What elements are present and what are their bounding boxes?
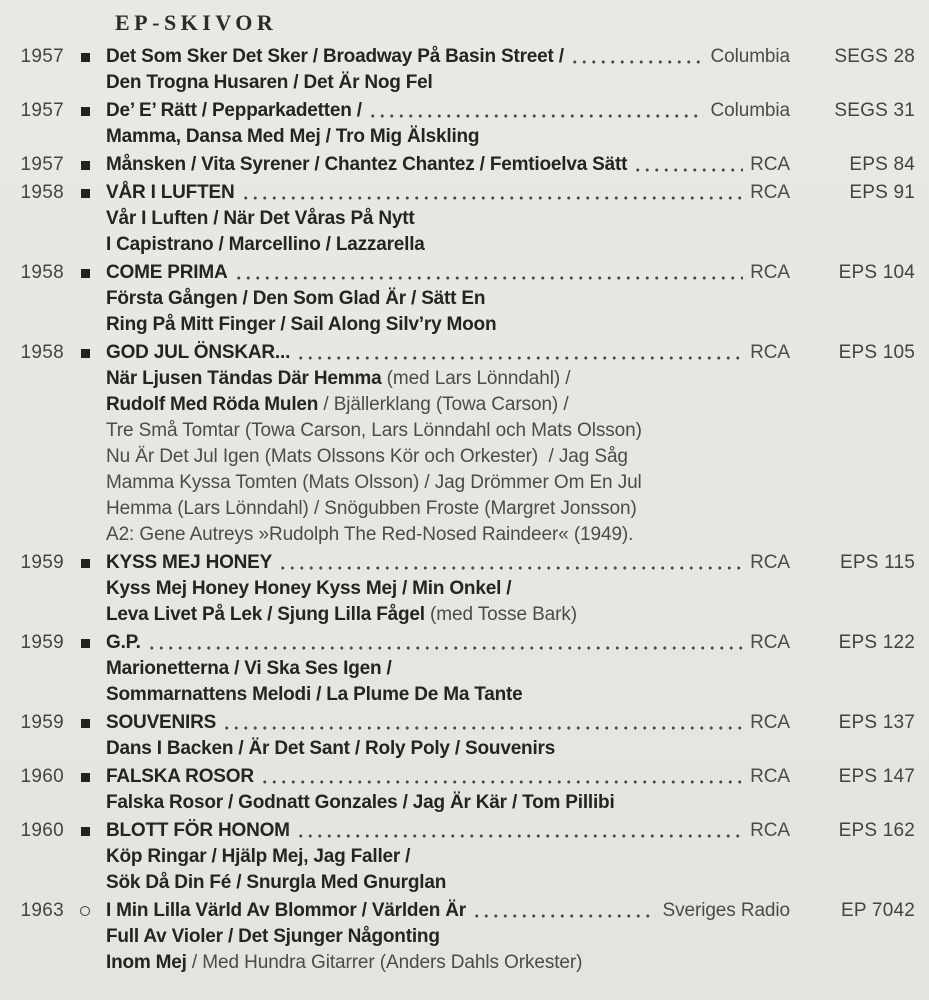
ep-entry <box>0 710 929 762</box>
track-segment: Inom Mej <box>106 952 187 973</box>
title-and-label <box>106 818 790 844</box>
track-line <box>0 496 929 522</box>
filled-square-icon <box>64 107 106 116</box>
catalog-number: EP 7042 <box>841 900 915 921</box>
record-title: I Min Lilla Värld Av Blommor / Världen Är <box>106 900 466 921</box>
title-and-label <box>106 710 790 736</box>
record-title: COME PRIMA <box>106 262 228 283</box>
track-line <box>0 366 929 392</box>
leader-dots <box>260 764 743 790</box>
record-label: RCA <box>750 154 790 175</box>
filled-square-icon <box>64 53 106 62</box>
track-line <box>0 286 929 312</box>
record-label: RCA <box>750 632 790 653</box>
entry-main-line <box>0 550 929 576</box>
track-text <box>106 924 929 950</box>
track-line <box>0 470 929 496</box>
ep-entry <box>0 764 929 816</box>
track-segment: (med Tosse Bark) <box>424 604 577 625</box>
track-segment: Kyss Mej Honey Honey Kyss Mej / Min Onkel / <box>106 578 512 599</box>
track-segment: Sök Då Din Fé / Snurgla Med Gnurglan <box>106 872 447 893</box>
track-line <box>0 924 929 950</box>
track-text <box>106 602 929 628</box>
track-text <box>106 736 929 762</box>
track-segment: Den Trogna Husaren / Det Är Nog Fel <box>106 72 433 93</box>
marker-shape <box>81 107 90 116</box>
catalog-number: EPS 137 <box>838 712 915 733</box>
filled-square-icon <box>64 349 106 358</box>
filled-square-icon <box>64 773 106 782</box>
track-text <box>106 70 929 96</box>
marker-shape <box>81 559 90 568</box>
track-text <box>106 950 929 976</box>
year-label: 1957 <box>20 46 64 67</box>
leader-dots <box>296 818 743 844</box>
entry-main-line <box>0 98 929 124</box>
filled-square-icon <box>64 639 106 648</box>
catalog-number: SEGS 28 <box>834 46 915 67</box>
track-segment: Full Av Violer / Det Sjunger Någonting <box>106 926 440 947</box>
record-title: GOD JUL ÖNSKAR... <box>106 342 291 363</box>
record-label: RCA <box>750 712 790 733</box>
track-segment: Marionetterna / Vi Ska Ses Igen / <box>106 658 392 679</box>
track-line <box>0 656 929 682</box>
track-line <box>0 232 929 258</box>
ep-entry <box>0 152 929 178</box>
year-label: 1960 <box>20 820 64 841</box>
track-line <box>0 418 929 444</box>
ep-entry <box>0 180 929 258</box>
track-text <box>106 470 929 496</box>
catalog-number: EPS 115 <box>840 552 915 573</box>
year-label: 1958 <box>20 262 64 283</box>
track-text <box>106 418 929 444</box>
track-segment: Sommarnattens Melodi / La Plume De Ma Tante <box>106 684 523 705</box>
record-label: Columbia <box>710 46 790 67</box>
leader-dots <box>241 180 744 206</box>
record-label: RCA <box>750 262 790 283</box>
track-text <box>106 790 929 816</box>
track-text <box>106 522 929 548</box>
year-label: 1957 <box>20 154 64 175</box>
record-title: Månsken / Vita Syrener / Chantez Chantez / Femtioelva Sätt <box>106 154 628 175</box>
ep-entry <box>0 44 929 96</box>
marker-shape <box>81 53 90 62</box>
marker-shape <box>81 189 90 198</box>
marker-shape <box>81 719 90 728</box>
filled-square-icon <box>64 827 106 836</box>
track-text <box>106 286 929 312</box>
ep-entry <box>0 260 929 338</box>
filled-square-icon <box>64 559 106 568</box>
track-line <box>0 736 929 762</box>
title-and-label <box>106 898 790 924</box>
track-text <box>106 576 929 602</box>
year-label: 1959 <box>20 712 64 733</box>
catalog-number: EPS 162 <box>838 820 915 841</box>
entry-main-line <box>0 818 929 844</box>
leader-dots <box>222 710 743 736</box>
entry-main-line <box>0 898 929 924</box>
catalog-number: EPS 147 <box>838 766 915 787</box>
title-and-label <box>106 180 790 206</box>
track-segment: Köp Ringar / Hjälp Mej, Jag Faller / <box>106 846 411 867</box>
track-text <box>106 124 929 150</box>
track-segment: Dans I Backen / Är Det Sant / Roly Poly / Souvenirs <box>106 738 556 759</box>
entry-main-line <box>0 180 929 206</box>
year-label: 1960 <box>20 766 64 787</box>
track-segment: / Bjällerklang (Towa Carson) / <box>318 394 569 415</box>
ep-record-list <box>0 44 929 976</box>
marker-shape <box>81 269 90 278</box>
title-and-label <box>106 630 790 656</box>
track-line <box>0 70 929 96</box>
track-segment: Mamma, Dansa Med Mej / Tro Mig Älskling <box>106 126 480 147</box>
catalog-number: EPS 105 <box>838 342 915 363</box>
track-segment: A2: Gene Autreys »Rudolph The Red-Nosed Raindeer« (1949). <box>106 524 634 545</box>
marker-shape <box>81 161 90 170</box>
filled-square-icon <box>64 189 106 198</box>
page-title: EP-SKIVOR <box>115 10 278 35</box>
title-and-label <box>106 550 790 576</box>
track-line <box>0 790 929 816</box>
track-segment: Vår I Luften / När Det Våras På Nytt <box>106 208 415 229</box>
entry-main-line <box>0 340 929 366</box>
year-label: 1959 <box>20 552 64 573</box>
entry-main-line <box>0 260 929 286</box>
catalog-number: EPS 91 <box>849 182 915 203</box>
track-text <box>106 232 929 258</box>
marker-shape <box>81 639 90 648</box>
track-segment: (med Lars Lönndahl) / <box>381 368 571 389</box>
leader-dots <box>278 550 743 576</box>
title-and-label <box>106 98 790 124</box>
record-title: G.P. <box>106 632 141 653</box>
catalog-number: EPS 84 <box>849 154 915 175</box>
entry-main-line <box>0 630 929 656</box>
track-line <box>0 312 929 338</box>
leader-dots <box>633 152 743 178</box>
track-text <box>106 444 929 470</box>
leader-dots <box>472 898 656 924</box>
filled-square-icon <box>64 161 106 170</box>
track-text <box>106 844 929 870</box>
track-segment: Falska Rosor / Godnatt Gonzales / Jag Är Kär / Tom Pillibi <box>106 792 615 813</box>
track-text <box>106 682 929 708</box>
record-title: KYSS MEJ HONEY <box>106 552 273 573</box>
track-text <box>106 496 929 522</box>
track-line <box>0 576 929 602</box>
track-line <box>0 206 929 232</box>
track-line <box>0 682 929 708</box>
track-line <box>0 124 929 150</box>
entry-main-line <box>0 764 929 790</box>
ep-entry <box>0 818 929 896</box>
ep-entry <box>0 630 929 708</box>
title-and-label <box>106 44 790 70</box>
leader-dots <box>368 98 704 124</box>
track-segment: Nu Är Det Jul Igen (Mats Olssons Kör och Orkester) / Jag Såg <box>106 446 628 467</box>
record-title: Det Som Sker Det Sker / Broadway På Basin Street / <box>106 46 564 67</box>
ep-entry <box>0 98 929 150</box>
marker-shape <box>81 773 90 782</box>
record-label: Columbia <box>710 100 790 121</box>
entry-main-line <box>0 152 929 178</box>
track-segment: I Capistrano / Marcellino / Lazzarella <box>106 234 425 255</box>
track-segment: Rudolf Med Röda Mulen <box>106 394 319 415</box>
leader-dots <box>234 260 744 286</box>
track-line <box>0 870 929 896</box>
record-title: De’ E’ Rätt / Pepparkadetten / <box>106 100 362 121</box>
ep-entry <box>0 340 929 548</box>
track-line <box>0 392 929 418</box>
record-title: SOUVENIRS <box>106 712 217 733</box>
track-line <box>0 950 929 976</box>
year-label: 1957 <box>20 100 64 121</box>
catalog-number: SEGS 31 <box>834 100 915 121</box>
track-segment: Ring På Mitt Finger / Sail Along Silv’ry Moon <box>106 314 497 335</box>
title-and-label <box>106 152 790 178</box>
marker-shape <box>81 349 90 358</box>
record-label: RCA <box>750 766 790 787</box>
year-label: 1963 <box>20 900 64 921</box>
catalog-number: EPS 122 <box>838 632 915 653</box>
track-segment: Första Gången / Den Som Glad Är / Sätt En <box>106 288 486 309</box>
track-line <box>0 602 929 628</box>
track-segment: / Med Hundra Gitarrer (Anders Dahls Orkester) <box>186 952 583 973</box>
track-text <box>106 366 929 392</box>
track-segment: Hemma (Lars Lönndahl) / Snögubben Froste (Margret Jonsson) <box>106 498 637 519</box>
record-title: BLOTT FÖR HONOM <box>106 820 290 841</box>
entry-main-line <box>0 44 929 70</box>
track-line <box>0 444 929 470</box>
open-circle-icon <box>64 906 106 916</box>
title-and-label <box>106 340 790 366</box>
title-and-label <box>106 764 790 790</box>
record-label: RCA <box>750 820 790 841</box>
ep-entry <box>0 550 929 628</box>
title-and-label <box>106 260 790 286</box>
track-segment: Tre Små Tomtar (Towa Carson, Lars Lönndahl och Mats Olsson) <box>106 420 642 441</box>
track-text <box>106 312 929 338</box>
leader-dots <box>147 630 743 656</box>
track-line <box>0 844 929 870</box>
record-label: RCA <box>750 342 790 363</box>
track-text <box>106 870 929 896</box>
year-label: 1959 <box>20 632 64 653</box>
track-text <box>106 206 929 232</box>
track-text <box>106 392 929 418</box>
filled-square-icon <box>64 269 106 278</box>
leader-dots <box>296 340 743 366</box>
year-label: 1958 <box>20 182 64 203</box>
filled-square-icon <box>64 719 106 728</box>
marker-shape <box>81 827 90 836</box>
track-segment: Leva Livet På Lek / Sjung Lilla Fågel <box>106 604 425 625</box>
year-label: 1958 <box>20 342 64 363</box>
ep-entry <box>0 898 929 976</box>
marker-shape <box>80 906 90 916</box>
record-label: RCA <box>750 552 790 573</box>
track-segment: När Ljusen Tändas Där Hemma <box>106 368 382 389</box>
leader-dots <box>570 44 704 70</box>
record-label: Sveriges Radio <box>662 900 790 921</box>
record-label: RCA <box>750 182 790 203</box>
record-title: VÅR I LUFTEN <box>106 182 235 203</box>
track-line <box>0 522 929 548</box>
record-title: FALSKA ROSOR <box>106 766 254 787</box>
track-segment: Mamma Kyssa Tomten (Mats Olsson) / Jag Drömmer Om En Jul <box>106 472 642 493</box>
catalog-number: EPS 104 <box>838 262 915 283</box>
entry-main-line <box>0 710 929 736</box>
track-text <box>106 656 929 682</box>
